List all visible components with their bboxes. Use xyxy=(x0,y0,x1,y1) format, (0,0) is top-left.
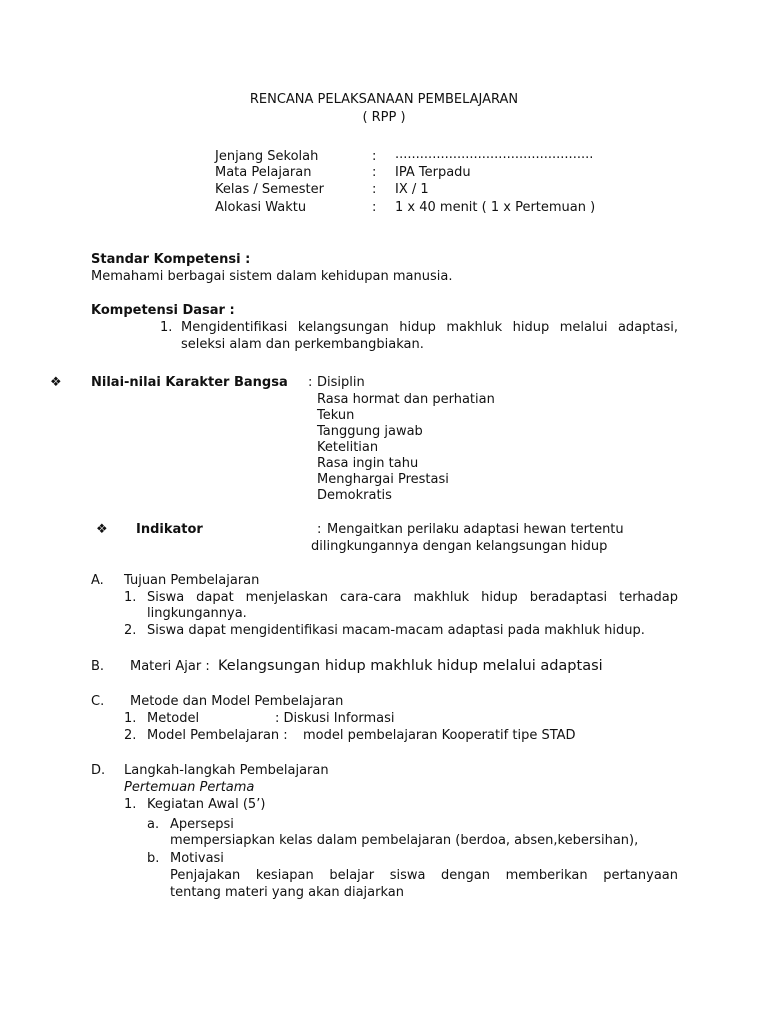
karakter-value: Disiplin xyxy=(317,375,365,390)
list-number: 1. xyxy=(124,797,137,812)
indikator-line: dilingkungannya dengan kelangsungan hidup xyxy=(311,539,608,554)
karakter-value: Rasa hormat dan perhatian xyxy=(317,392,495,407)
motivasi-title: Motivasi xyxy=(170,851,224,866)
kompetensi-dasar-heading: Kompetensi Dasar : xyxy=(91,303,235,318)
section-letter: D. xyxy=(91,763,106,778)
metode-label: Metodel xyxy=(147,711,200,726)
karakter-value: Menghargai Prestasi xyxy=(317,472,449,487)
identity-value: IPA Terpadu xyxy=(395,165,471,180)
standar-kompetensi-text: Memahami berbagai sistem dalam kehidupan manusia. xyxy=(91,269,453,284)
apersepsi-text: mempersiapkan kelas dalam pembelajaran (berdoa, absen,kebersihan), xyxy=(170,833,639,848)
tujuan-line: Siswa dapat menjelaskan cara-cara makhluk hidup beradaptasi terhadap xyxy=(147,590,678,605)
identity-separator: : xyxy=(372,165,377,180)
tujuan-line: lingkungannya. xyxy=(147,606,247,621)
identity-value: 1 x 40 menit ( 1 x Pertemuan ) xyxy=(395,200,596,215)
list-number: 1. xyxy=(160,320,173,335)
identity-label: Alokasi Waktu xyxy=(215,200,307,215)
sub-letter: b. xyxy=(147,851,160,866)
identity-label: Jenjang Sekolah xyxy=(215,149,319,164)
kompetensi-dasar-line: Mengidentifikasi kelangsungan hidup makhluk hidup melalui adaptasi, xyxy=(181,320,678,335)
motivasi-text: Penjajakan kesiapan belajar siswa dengan memberikan pertanyaan xyxy=(170,868,678,883)
tujuan-line: Siswa dapat mengidentifikasi macam-macam adaptasi pada makhluk hidup. xyxy=(147,623,645,638)
indikator-heading: Indikator xyxy=(136,522,203,537)
standar-kompetensi-heading: Standar Kompetensi : xyxy=(91,252,251,267)
list-number: 2. xyxy=(124,728,137,743)
sub-letter: a. xyxy=(147,817,160,832)
diamond-bullet-icon: ❖ xyxy=(96,522,108,537)
section-a-heading: Tujuan Pembelajaran xyxy=(124,573,260,588)
karakter-value: Tanggung jawab xyxy=(317,424,423,439)
karakter-separator: : xyxy=(308,375,313,390)
identity-separator: : xyxy=(372,200,377,215)
identity-label: Mata Pelajaran xyxy=(215,165,312,180)
materi-ajar-text: Kelangsungan hidup makhluk hidup melalui adaptasi xyxy=(218,658,603,674)
apersepsi-title: Apersepsi xyxy=(170,817,234,832)
model-label: Model Pembelajaran : xyxy=(147,728,288,743)
metode-value: : Diskusi Informasi xyxy=(275,711,395,726)
karakter-heading: Nilai-nilai Karakter Bangsa xyxy=(91,375,288,390)
identity-label: Kelas / Semester xyxy=(215,182,324,197)
identity-separator: : xyxy=(372,182,377,197)
indikator-line: Mengaitkan perilaku adaptasi hewan tertentu xyxy=(327,522,624,537)
materi-ajar-label: Materi Ajar : xyxy=(130,659,210,674)
section-letter: A. xyxy=(91,573,104,588)
motivasi-text: tentang materi yang akan diajarkan xyxy=(170,885,404,900)
identity-value: ................................................ xyxy=(395,147,594,162)
list-number: 2. xyxy=(124,623,137,638)
identity-separator: : xyxy=(372,149,377,164)
karakter-value: Ketelitian xyxy=(317,440,379,455)
karakter-value: Demokratis xyxy=(317,488,392,503)
karakter-value: Rasa ingin tahu xyxy=(317,456,419,471)
section-letter: B. xyxy=(91,659,105,674)
kompetensi-dasar-line: seleksi alam dan perkembangbiakan. xyxy=(181,337,424,352)
section-d-heading: Langkah-langkah Pembelajaran xyxy=(124,763,329,778)
diamond-bullet-icon: ❖ xyxy=(50,375,62,390)
meeting-label: Pertemuan Pertama xyxy=(124,780,255,795)
document-subtitle: ( RPP ) xyxy=(362,110,406,125)
indikator-separator: : xyxy=(317,522,322,537)
list-number: 1. xyxy=(124,711,137,726)
section-c-heading: Metode dan Model Pembelajaran xyxy=(130,694,344,709)
list-number: 1. xyxy=(124,590,137,605)
section-letter: C. xyxy=(91,694,105,709)
kegiatan-awal-label: Kegiatan Awal (5’) xyxy=(147,797,266,812)
karakter-value: Tekun xyxy=(317,408,355,423)
identity-value: IX / 1 xyxy=(395,182,429,197)
model-value: model pembelajaran Kooperatif tipe STAD xyxy=(303,728,576,743)
document-title: RENCANA PELAKSANAAN PEMBELAJARAN xyxy=(249,92,519,107)
